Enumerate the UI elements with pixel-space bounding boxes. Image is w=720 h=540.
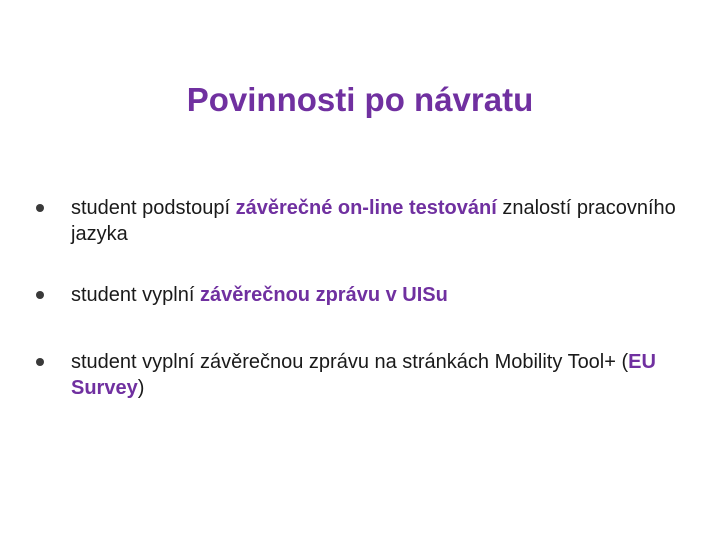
bullet-highlight: závěrečnou zprávu v UISu bbox=[199, 284, 448, 306]
bullet-item-language-test bbox=[36, 195, 686, 247]
bullet-text-pre: student vyplní závěrečnou zprávu na stránkách Mobility Tool+ ( bbox=[71, 351, 629, 373]
bullet-text-post: znalostí pracovního jazyka bbox=[71, 197, 676, 245]
bullet-highlight: EU Survey bbox=[71, 351, 656, 399]
bullet-text-post: ) bbox=[137, 377, 145, 399]
bullet-item-mobility-tool-report bbox=[36, 349, 686, 401]
bullet-dot-icon bbox=[36, 204, 44, 212]
bullet-text-pre: student podstoupí bbox=[71, 197, 236, 219]
slide-title: Povinnosti po návratu bbox=[186, 81, 534, 118]
bullet-item-final-report-uis bbox=[36, 282, 686, 308]
bullet-dot-icon bbox=[36, 358, 44, 366]
bullet-dot-icon bbox=[36, 291, 44, 299]
bullet-text-pre: student vyplní bbox=[71, 284, 200, 306]
bullet-list bbox=[36, 195, 686, 401]
bullet-highlight: závěrečné on-line testování bbox=[235, 197, 497, 219]
